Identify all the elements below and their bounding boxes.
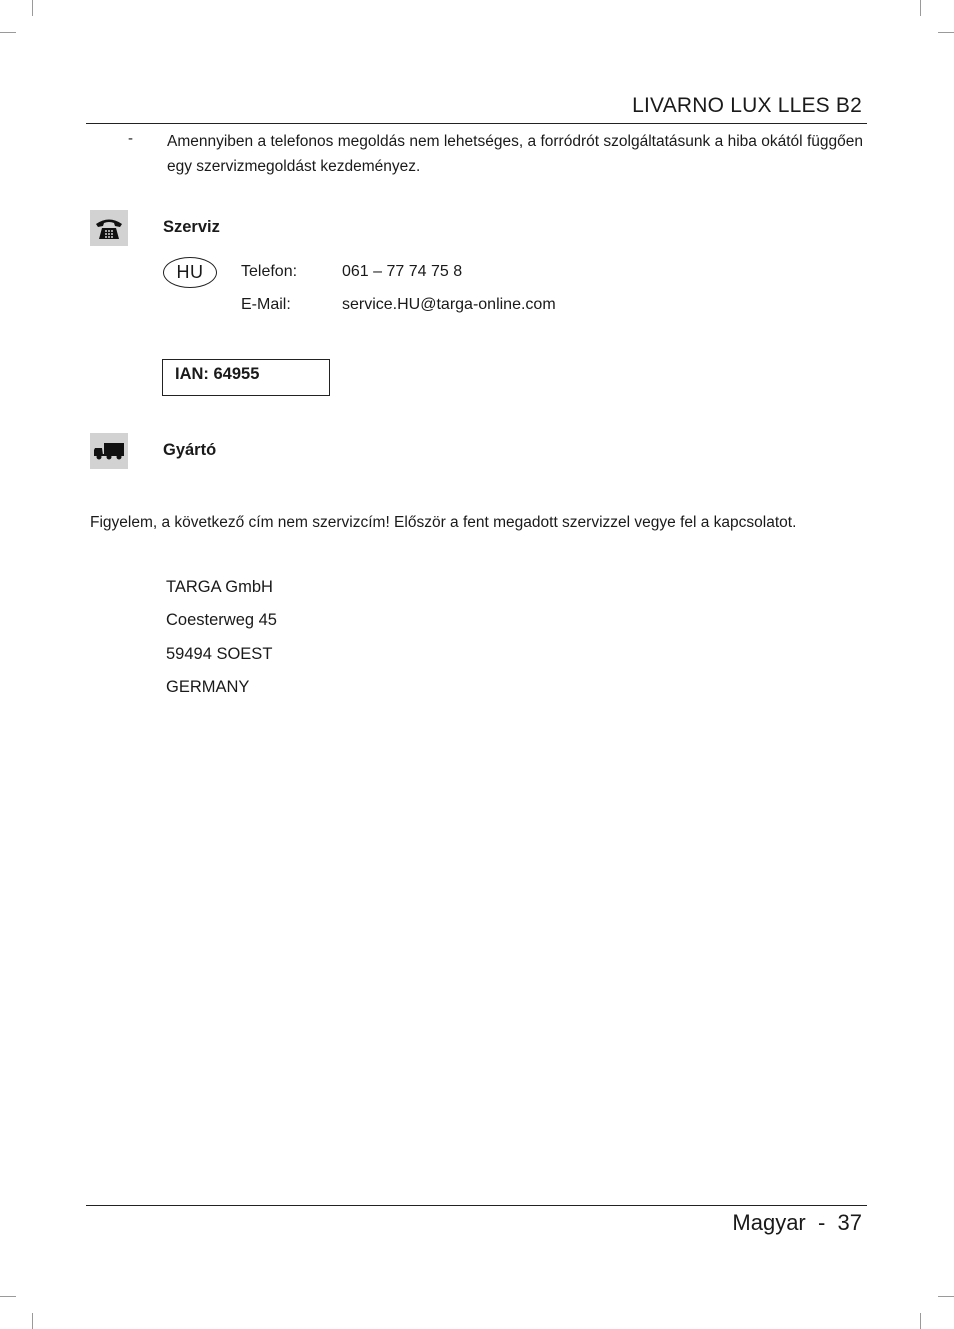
page-header-title: LIVARNO LUX LLES B2 <box>632 94 862 117</box>
telephone-icon <box>90 210 128 246</box>
email-label: E-Mail: <box>241 296 291 313</box>
address-line-city: 59494 SOEST <box>166 645 273 663</box>
address-line-country: GERMANY <box>166 678 250 696</box>
crop-mark <box>920 0 921 16</box>
crop-mark <box>32 1313 33 1329</box>
page-footer: Magyar - 37 <box>732 1210 862 1235</box>
crop-mark <box>938 32 954 33</box>
address-line-street: Coesterweg 45 <box>166 611 277 629</box>
crop-mark <box>938 1296 954 1297</box>
crop-mark <box>920 1313 921 1329</box>
header-rule <box>86 123 867 124</box>
bullet-marker: - <box>128 130 133 147</box>
crop-mark <box>0 32 16 33</box>
ian-number: IAN: 64955 <box>175 365 260 383</box>
crop-mark <box>0 1296 16 1297</box>
manufacturer-heading: Gyártó <box>163 441 217 459</box>
address-notice: Figyelem, a következő cím nem szervizcím! Először a fent megadott szervizzel vegye fel a kapcsolatot. <box>90 514 797 531</box>
address-line-company: TARGA GmbH <box>166 578 273 596</box>
crop-mark <box>32 0 33 16</box>
bullet-paragraph: Amennyiben a telefonos megoldás nem lehetséges, a forródrót szolgáltatásunk a hiba okától függően egy szervizmegoldást kezdeményez. <box>167 133 863 175</box>
service-heading: Szerviz <box>163 218 220 236</box>
ian-box <box>162 359 330 396</box>
truck-icon <box>90 433 128 469</box>
phone-label: Telefon: <box>241 263 298 280</box>
footer-rule <box>86 1205 867 1206</box>
phone-value: 061 – 77 74 75 8 <box>342 263 463 280</box>
email-value[interactable]: service.HU@targa-online.com <box>342 296 556 313</box>
country-badge: HU <box>163 257 217 288</box>
